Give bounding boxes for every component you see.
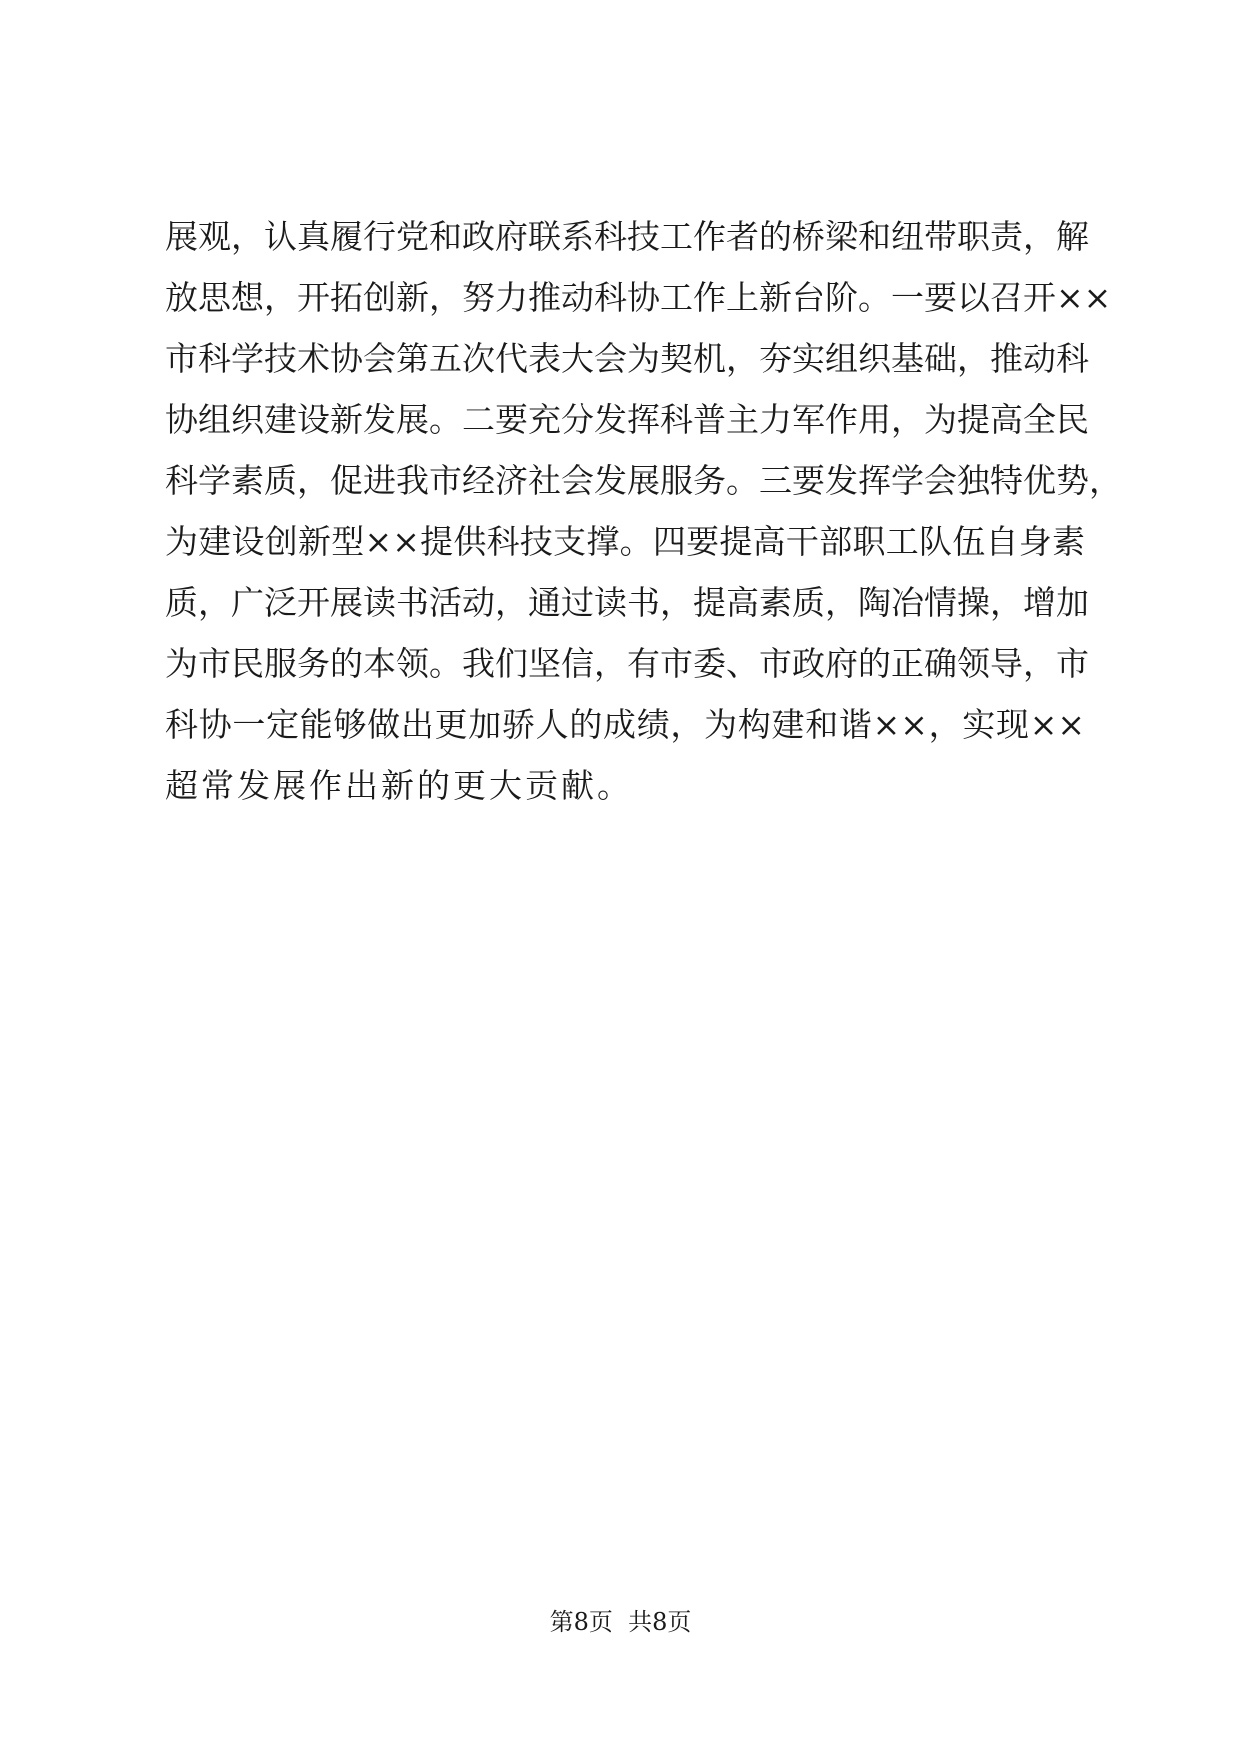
text-line-9: 科协一定能够做出更加骄人的成绩，为构建和谐××，实现×× — [165, 705, 1085, 744]
text-line-4: 协组织建设新发展。二要充分发挥科普主力军作用，为提高全民 — [165, 400, 1089, 439]
text-line-8: 为市民服务的本领。我们坚信，有市委、市政府的正确领导，市 — [165, 644, 1089, 683]
text-line-5: 科学素质，促进我市经济社会发展服务。三要发挥学会独特优势， — [165, 461, 1122, 500]
text-line-2: 放思想，开拓创新，努力推动科协工作上新台阶。一要以召开×× — [165, 278, 1112, 317]
text-line-6: 为建设创新型××提供科技支撑。四要提高干部职工队伍自身素 — [165, 522, 1085, 561]
page-number-footer: 第8页 共8页 — [549, 1608, 692, 1636]
text-line-1: 展观，认真履行党和政府联系科技工作者的桥梁和纽带职责，解 — [165, 217, 1089, 256]
text-line-7: 质，广泛开展读书活动，通过读书，提高素质，陶冶情操，增加 — [165, 583, 1089, 622]
text-line-10: 超常发展作出新的更大贡献。 — [165, 766, 633, 805]
text-line-3: 市科学技术协会第五次代表大会为契机，夯实组织基础，推动科 — [165, 339, 1089, 378]
body-paragraph — [165, 206, 1122, 816]
